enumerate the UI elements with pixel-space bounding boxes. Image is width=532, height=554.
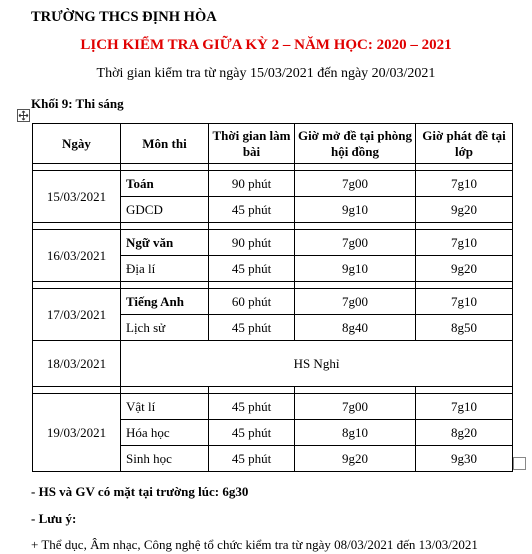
open-time-cell: 7g00	[295, 230, 416, 256]
distribute-time-cell: 7g10	[416, 394, 513, 420]
table-row	[33, 289, 513, 315]
spacer-row	[33, 282, 513, 289]
open-time-cell: 7g00	[295, 171, 416, 197]
duration-cell: 45 phút	[209, 256, 295, 282]
date-cell: 19/03/2021	[33, 394, 121, 472]
exam-period: Thời gian kiểm tra từ ngày 15/03/2021 đến ngày 20/03/2021	[96, 66, 436, 81]
table-resize-handle[interactable]	[513, 457, 526, 470]
school-name: TRƯỜNG THCS ĐỊNH HÒA	[31, 9, 217, 25]
table-row-day-off	[33, 341, 513, 387]
header-subject: Môn thi	[121, 124, 209, 164]
duration-cell: 90 phút	[209, 230, 295, 256]
open-time-cell: 9g20	[295, 446, 416, 472]
table-move-icon[interactable]	[17, 109, 30, 122]
open-time-cell: 8g40	[295, 315, 416, 341]
arrival-note: - HS và GV có mặt tại trường lúc: 6g30	[31, 484, 249, 499]
open-time-cell: 7g00	[295, 394, 416, 420]
subject-cell: Lịch sử	[121, 315, 209, 341]
date-cell: 16/03/2021	[33, 230, 121, 282]
duration-cell: 90 phút	[209, 171, 295, 197]
header-distribute-time: Giờ phát đề tại lớp	[416, 124, 513, 164]
subject-cell: Địa lí	[121, 256, 209, 282]
header-open-time: Giờ mở đề tại phòng hội đồng	[295, 124, 416, 164]
table-row	[33, 171, 513, 197]
subject-cell: Toán	[121, 171, 209, 197]
duration-cell: 45 phút	[209, 420, 295, 446]
header-day: Ngày	[33, 124, 121, 164]
table-row	[33, 394, 513, 420]
distribute-time-cell: 7g10	[416, 289, 513, 315]
distribute-time-cell: 9g30	[416, 446, 513, 472]
subject-cell: GDCD	[121, 197, 209, 223]
date-cell: 15/03/2021	[33, 171, 121, 223]
date-cell: 17/03/2021	[33, 289, 121, 341]
distribute-time-cell: 7g10	[416, 171, 513, 197]
table-row	[33, 230, 513, 256]
duration-cell: 45 phút	[209, 446, 295, 472]
distribute-time-cell: 8g50	[416, 315, 513, 341]
spacer-row	[33, 164, 513, 171]
subject-cell: Sinh học	[121, 446, 209, 472]
day-off-cell: HS Nghỉ	[121, 341, 513, 387]
exam-schedule-table	[32, 123, 513, 472]
table-header-row	[33, 124, 513, 164]
note-item: + Thể dục, Âm nhạc, Công nghệ tổ chức kiểm tra từ ngày 08/03/2021 đến 13/03/2021	[31, 537, 478, 552]
document-title: LỊCH KIỂM TRA GIỮA KỲ 2 – NĂM HỌC: 2020 – 2021	[80, 37, 452, 53]
spacer-row	[33, 387, 513, 394]
open-time-cell: 7g00	[295, 289, 416, 315]
note-label: - Lưu ý:	[31, 511, 77, 526]
open-time-cell: 9g10	[295, 197, 416, 223]
spacer-row	[33, 223, 513, 230]
grade-label: Khối 9: Thi sáng	[31, 96, 124, 111]
subject-cell: Hóa học	[121, 420, 209, 446]
duration-cell: 45 phút	[209, 394, 295, 420]
distribute-time-cell: 7g10	[416, 230, 513, 256]
duration-cell: 45 phút	[209, 197, 295, 223]
subject-cell: Vật lí	[121, 394, 209, 420]
subject-cell: Tiếng Anh	[121, 289, 209, 315]
header-duration: Thời gian làm bài	[209, 124, 295, 164]
subject-cell: Ngữ văn	[121, 230, 209, 256]
duration-cell: 60 phút	[209, 289, 295, 315]
distribute-time-cell: 9g20	[416, 197, 513, 223]
distribute-time-cell: 8g20	[416, 420, 513, 446]
date-cell: 18/03/2021	[33, 341, 121, 387]
distribute-time-cell: 9g20	[416, 256, 513, 282]
duration-cell: 45 phút	[209, 315, 295, 341]
open-time-cell: 9g10	[295, 256, 416, 282]
open-time-cell: 8g10	[295, 420, 416, 446]
